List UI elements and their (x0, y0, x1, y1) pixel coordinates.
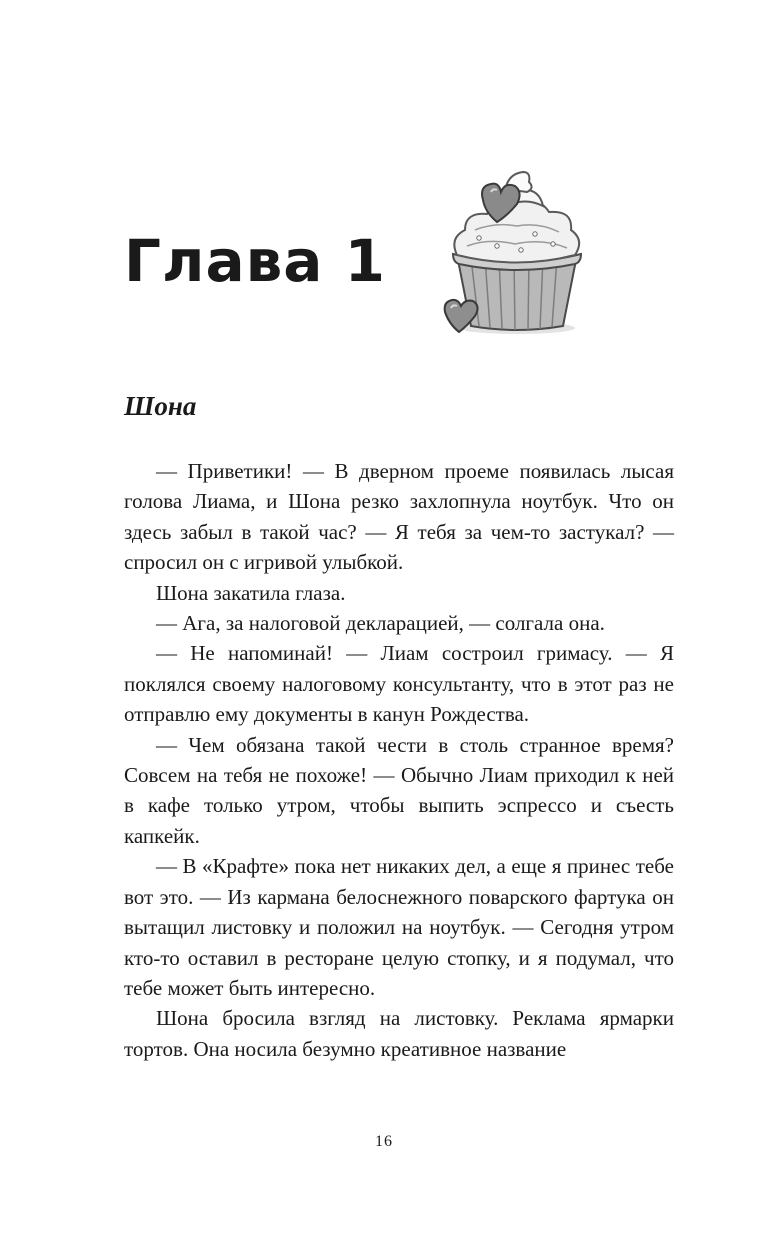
paragraph: — Ага, за налоговой декларацией, — солгала она. (156, 611, 605, 636)
paragraph: — Чем обязана такой чести в столь странное время? Совсем на тебя не похоже! — Обычно Лиам приходил к ней в кафе только утром, чтобы выпить эспрессо и съесть капкейк. (124, 732, 674, 848)
paragraph: — Приветики! — В дверном проеме появилась лысая голова Лиама, и Шона резко захлопнула ноутбук. Что он здесь забыл в такой час? — Я тебя за чем-то застукал? — спросил он с игривой улыбкой. (124, 459, 674, 575)
chapter-title: Глава 1 (124, 227, 386, 295)
paragraph: Шона бросила взгляд на листовку. Реклама ярмарки тортов. Она носила безумно креативное название (124, 1006, 674, 1061)
chapter-body (124, 456, 674, 1064)
paragraph: — Не напоминай! — Лиам состроил гримасу. — Я поклялся своему налоговому консультанту, что в этот раз не отправлю ему документы в канун Рождества. (124, 641, 674, 727)
paragraph: Шона закатила глаза. (156, 580, 346, 605)
character-name: Шона (124, 391, 197, 421)
paragraph: — В «Крафте» пока нет никаких дел, а еще я принес тебе вот это. — Из кармана белоснежного поварского фартука он вытащил листовку и положил на ноутбук. — Сегодня утром кто-то оставил в ресторане целую стопку, и я подумал, что тебе может быть интересно. (124, 854, 674, 1000)
cupcake-icon (435, 160, 585, 345)
page-number: 16 (375, 1133, 393, 1150)
